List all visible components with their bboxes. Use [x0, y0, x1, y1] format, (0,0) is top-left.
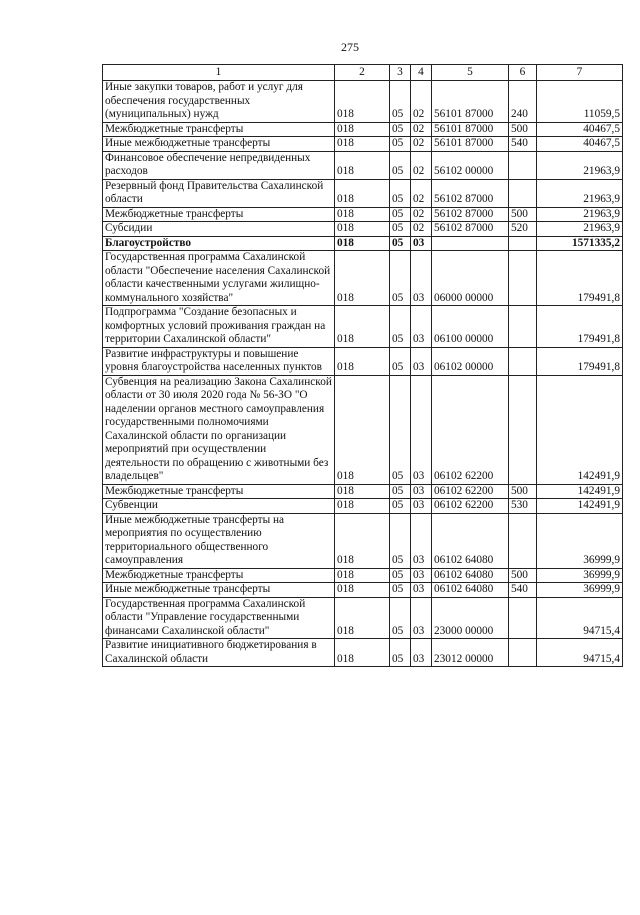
row-name-cell: Межбюджетные трансферты	[103, 122, 335, 137]
amount-cell: 36999,9	[537, 583, 623, 598]
target-article-cell: 56102 00000	[432, 151, 509, 179]
subsection-cell: 03	[411, 375, 432, 484]
admin-code-cell: 018	[335, 639, 390, 667]
admin-code-cell: 018	[335, 375, 390, 484]
expense-type-cell: 500	[509, 568, 537, 583]
admin-code-cell: 018	[335, 568, 390, 583]
table-row	[103, 639, 623, 667]
subsection-cell: 02	[411, 207, 432, 222]
section-cell: 05	[390, 513, 411, 568]
page-number: 275	[341, 40, 359, 54]
target-article-cell: 23000 00000	[432, 597, 509, 639]
target-article-cell: 23012 00000	[432, 639, 509, 667]
target-article-cell: 56102 87000	[432, 222, 509, 237]
subsection-cell: 03	[411, 639, 432, 667]
section-cell: 05	[390, 639, 411, 667]
expense-type-cell: 500	[509, 207, 537, 222]
expense-type-cell	[509, 306, 537, 348]
section-cell: 05	[390, 251, 411, 306]
row-name-cell: Государственная программа Сахалинской области "Обеспечение населения Сахалинской области качественными услугами жилищно-коммунального хозяйства"	[103, 251, 335, 306]
row-name-cell: Иные межбюджетные трансферты	[103, 137, 335, 152]
amount-cell: 142491,9	[537, 375, 623, 484]
table-row	[103, 137, 623, 152]
subsection-cell: 03	[411, 347, 432, 375]
admin-code-cell: 018	[335, 151, 390, 179]
target-article-cell: 56101 87000	[432, 137, 509, 152]
expense-type-cell	[509, 639, 537, 667]
section-cell: 05	[390, 597, 411, 639]
row-name-cell: Иные межбюджетные трансферты на мероприятия по осуществлению территориального общественного самоуправления	[103, 513, 335, 568]
expense-type-cell	[509, 597, 537, 639]
subsection-cell: 02	[411, 179, 432, 207]
row-name-cell: Государственная программа Сахалинской области "Управление государственными финансами Сахалинской области"	[103, 597, 335, 639]
amount-cell: 40467,5	[537, 122, 623, 137]
table-row	[103, 251, 623, 306]
row-name-cell: Иные межбюджетные трансферты	[103, 583, 335, 598]
table-row	[103, 499, 623, 514]
subsection-cell: 03	[411, 499, 432, 514]
subsection-cell: 02	[411, 122, 432, 137]
subsection-cell: 02	[411, 137, 432, 152]
target-article-cell: 06000 00000	[432, 251, 509, 306]
expense-type-cell: 540	[509, 583, 537, 598]
amount-cell: 36999,9	[537, 568, 623, 583]
column-header: 1	[103, 65, 335, 81]
subsection-cell: 02	[411, 151, 432, 179]
admin-code-cell: 018	[335, 251, 390, 306]
target-article-cell: 06102 64080	[432, 513, 509, 568]
table-row	[103, 597, 623, 639]
section-cell: 05	[390, 306, 411, 348]
amount-cell: 21963,9	[537, 179, 623, 207]
table-row	[103, 222, 623, 237]
column-header: 5	[432, 65, 509, 81]
target-article-cell: 06102 62200	[432, 499, 509, 514]
section-cell: 05	[390, 81, 411, 123]
admin-code-cell: 018	[335, 122, 390, 137]
section-cell: 05	[390, 347, 411, 375]
target-article-cell: 06102 00000	[432, 347, 509, 375]
expense-type-cell	[509, 375, 537, 484]
subsection-cell: 03	[411, 484, 432, 499]
admin-code-cell: 018	[335, 306, 390, 348]
expense-type-cell: 500	[509, 484, 537, 499]
row-name-cell: Субвенции	[103, 499, 335, 514]
target-article-cell: 56101 87000	[432, 81, 509, 123]
target-article-cell: 56101 87000	[432, 122, 509, 137]
expense-type-cell	[509, 179, 537, 207]
amount-cell: 40467,5	[537, 137, 623, 152]
amount-cell: 179491,8	[537, 306, 623, 348]
table-row	[103, 583, 623, 598]
section-cell: 05	[390, 222, 411, 237]
amount-cell: 21963,9	[537, 207, 623, 222]
column-header: 2	[335, 65, 390, 81]
admin-code-cell: 018	[335, 484, 390, 499]
target-article-cell: 06100 00000	[432, 306, 509, 348]
column-header: 4	[411, 65, 432, 81]
expense-type-cell: 240	[509, 81, 537, 123]
section-cell: 05	[390, 236, 411, 251]
amount-cell: 36999,9	[537, 513, 623, 568]
target-article-cell: 06102 64080	[432, 568, 509, 583]
target-article-cell: 06102 62200	[432, 484, 509, 499]
table-row	[103, 484, 623, 499]
expense-type-cell	[509, 236, 537, 251]
row-name-cell: Развитие инициативного бюджетирования в Сахалинской области	[103, 639, 335, 667]
row-name-cell: Субсидии	[103, 222, 335, 237]
section-cell: 05	[390, 499, 411, 514]
row-name-cell: Межбюджетные трансферты	[103, 568, 335, 583]
expense-type-cell	[509, 347, 537, 375]
amount-cell: 11059,5	[537, 81, 623, 123]
admin-code-cell: 018	[335, 347, 390, 375]
row-name-cell: Межбюджетные трансферты	[103, 207, 335, 222]
subsection-cell: 03	[411, 597, 432, 639]
row-name-cell: Финансовое обеспечение непредвиденных расходов	[103, 151, 335, 179]
table-row	[103, 306, 623, 348]
subsection-cell: 03	[411, 251, 432, 306]
column-header: 6	[509, 65, 537, 81]
budget-table	[102, 64, 623, 667]
column-header: 3	[390, 65, 411, 81]
column-header: 7	[537, 65, 623, 81]
row-name-cell: Развитие инфраструктуры и повышение уровня благоустройства населенных пунктов	[103, 347, 335, 375]
table-row	[103, 236, 623, 251]
subsection-cell: 03	[411, 306, 432, 348]
section-cell: 05	[390, 179, 411, 207]
admin-code-cell: 018	[335, 513, 390, 568]
expense-type-cell	[509, 151, 537, 179]
target-article-cell: 56102 87000	[432, 179, 509, 207]
table-row	[103, 375, 623, 484]
admin-code-cell: 018	[335, 222, 390, 237]
section-cell: 05	[390, 375, 411, 484]
table-row	[103, 179, 623, 207]
row-name-cell: Субвенция на реализацию Закона Сахалинской области от 30 июля 2020 года № 56-ЗО "О наделении органов местного самоуправления государственными полномочиями Сахалинской области по организации мероприятий при осуществлении деятельности по обращению с животными без владельцев"	[103, 375, 335, 484]
target-article-cell: 56102 87000	[432, 207, 509, 222]
expense-type-cell: 540	[509, 137, 537, 152]
expense-type-cell	[509, 513, 537, 568]
section-cell: 05	[390, 484, 411, 499]
amount-cell: 142491,9	[537, 484, 623, 499]
section-cell: 05	[390, 151, 411, 179]
table-row	[103, 568, 623, 583]
amount-cell: 142491,9	[537, 499, 623, 514]
amount-cell: 94715,4	[537, 597, 623, 639]
admin-code-cell: 018	[335, 137, 390, 152]
admin-code-cell: 018	[335, 499, 390, 514]
amount-cell: 94715,4	[537, 639, 623, 667]
section-cell: 05	[390, 568, 411, 583]
target-article-cell: 06102 62200	[432, 375, 509, 484]
row-name-cell: Подпрограмма "Создание безопасных и комфортных условий проживания граждан на территории Сахалинской области"	[103, 306, 335, 348]
table-row	[103, 513, 623, 568]
table-row	[103, 81, 623, 123]
amount-cell: 1571335,2	[537, 236, 623, 251]
expense-type-cell	[509, 251, 537, 306]
subsection-cell: 03	[411, 513, 432, 568]
table-row	[103, 347, 623, 375]
subsection-cell: 02	[411, 81, 432, 123]
table-row	[103, 207, 623, 222]
amount-cell: 21963,9	[537, 151, 623, 179]
row-name-cell: Благоустройство	[103, 236, 335, 251]
table-row	[103, 122, 623, 137]
expense-type-cell: 500	[509, 122, 537, 137]
subsection-cell: 03	[411, 568, 432, 583]
admin-code-cell: 018	[335, 81, 390, 123]
expense-type-cell: 520	[509, 222, 537, 237]
table-row	[103, 151, 623, 179]
row-name-cell: Иные закупки товаров, работ и услуг для обеспечения государственных (муниципальных) нужд	[103, 81, 335, 123]
section-cell: 05	[390, 137, 411, 152]
row-name-cell: Межбюджетные трансферты	[103, 484, 335, 499]
target-article-cell	[432, 236, 509, 251]
section-cell: 05	[390, 583, 411, 598]
amount-cell: 179491,8	[537, 251, 623, 306]
table-header-row	[103, 65, 623, 81]
admin-code-cell: 018	[335, 179, 390, 207]
target-article-cell: 06102 64080	[432, 583, 509, 598]
row-name-cell: Резервный фонд Правительства Сахалинской области	[103, 179, 335, 207]
section-cell: 05	[390, 207, 411, 222]
admin-code-cell: 018	[335, 597, 390, 639]
admin-code-cell: 018	[335, 583, 390, 598]
section-cell: 05	[390, 122, 411, 137]
admin-code-cell: 018	[335, 236, 390, 251]
expense-type-cell: 530	[509, 499, 537, 514]
amount-cell: 21963,9	[537, 222, 623, 237]
subsection-cell: 03	[411, 236, 432, 251]
admin-code-cell: 018	[335, 207, 390, 222]
amount-cell: 179491,8	[537, 347, 623, 375]
subsection-cell: 03	[411, 583, 432, 598]
subsection-cell: 02	[411, 222, 432, 237]
